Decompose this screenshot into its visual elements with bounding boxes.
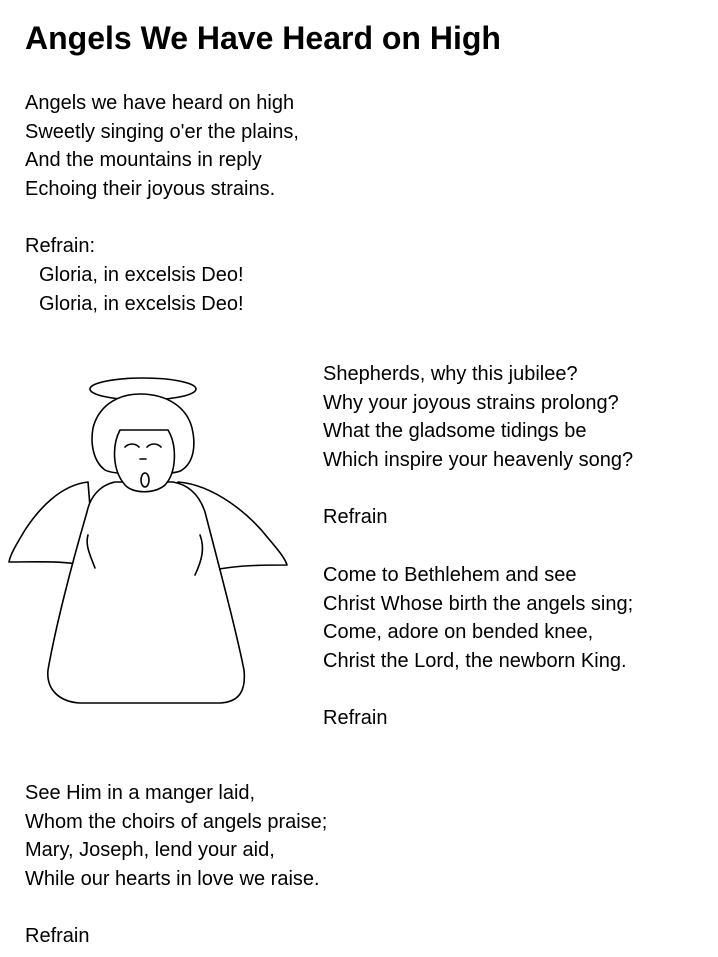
lyric-line: Christ the Lord, the newborn King.: [323, 649, 627, 672]
verse-4: [25, 779, 327, 951]
stanza-spacer: [323, 532, 633, 561]
refrain-marker: Refrain: [25, 925, 90, 948]
refrain-marker: Refrain: [323, 506, 388, 529]
angel-icon: [0, 370, 300, 710]
verse-2: [323, 360, 633, 733]
refrain-label: Refrain:: [25, 235, 96, 258]
lyric-line: Mary, Joseph, lend your aid,: [25, 839, 275, 862]
lyric-line: Angels we have heard on high: [25, 92, 295, 114]
lyric-line: Come to Bethlehem and see: [323, 563, 577, 586]
lyric-line: While our hearts in love we raise.: [25, 868, 320, 891]
lyric-line: Which inspire your heavenly song?: [323, 449, 634, 472]
lyric-line: And the mountains in reply: [25, 149, 262, 172]
refrain-line: Gloria, in excelsis Deo!: [39, 264, 244, 287]
lyric-line: Why your joyous strains prolong?: [323, 391, 619, 414]
lyric-line: See Him in a manger laid,: [25, 782, 256, 804]
lyric-line: Echoing their joyous strains.: [25, 178, 276, 201]
lyric-line: Shepherds, why this jubilee?: [323, 363, 578, 385]
page-title: Angels We Have Heard on High: [25, 20, 501, 56]
lyric-line: Christ Whose birth the angels sing;: [323, 592, 634, 615]
stanza-spacer: [25, 894, 327, 923]
refrain-marker: Refrain: [323, 707, 388, 730]
stanza-spacer: [25, 204, 299, 233]
lyric-line: What the gladsome tidings be: [323, 420, 587, 443]
refrain-line: Gloria, in excelsis Deo!: [39, 292, 244, 315]
stanza-spacer: [323, 475, 633, 504]
verse-1: [25, 89, 299, 319]
stanza-spacer: [323, 676, 633, 705]
face: [115, 430, 175, 492]
lyric-line: Whom the choirs of angels praise;: [25, 810, 328, 833]
lyric-line: Sweetly singing o'er the plains,: [25, 120, 299, 143]
lyric-line: Come, adore on bended knee,: [323, 621, 594, 644]
